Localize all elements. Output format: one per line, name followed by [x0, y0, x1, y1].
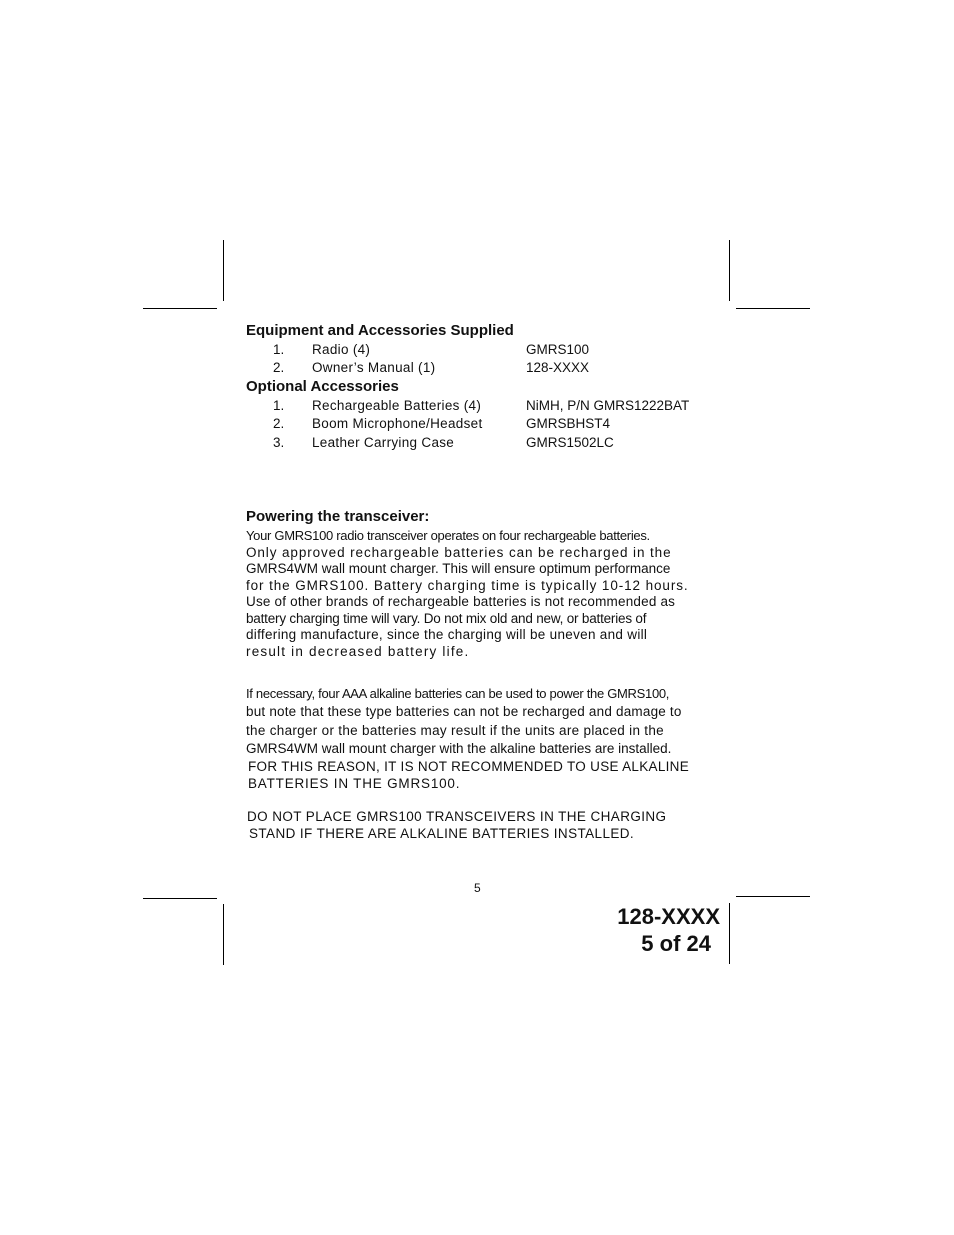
- text-line: Your GMRS100 radio transceiver operates on four rechargeable batteries.: [246, 528, 650, 543]
- crop-mark: [729, 903, 730, 964]
- text-line: battery charging time will vary. Do not mix old and new, or batteries of: [246, 610, 647, 626]
- document-id: 128-XXXX: [617, 904, 720, 929]
- item-code: GMRS100: [526, 342, 590, 357]
- item-number: 3.: [273, 435, 285, 450]
- page-number: 5: [474, 881, 481, 895]
- item-code: 128-XXXX: [526, 360, 590, 375]
- crop-mark: [736, 896, 810, 897]
- text-line: If necessary, four AAA alkaline batteries can be used to power the GMRS100,: [246, 686, 670, 701]
- item-name: Boom Microphone/Headset: [312, 416, 483, 431]
- item-code: NiMH, P/N GMRS1222BAT: [526, 398, 690, 413]
- crop-mark: [729, 240, 730, 301]
- crop-mark: [736, 308, 810, 309]
- supplied-heading: Equipment and Accessories Supplied: [246, 322, 514, 339]
- text-line: FOR THIS REASON, IT IS NOT RECOMMENDED TO USE ALKALINE: [248, 759, 690, 774]
- item-name: Owner’s Manual (1): [312, 360, 436, 375]
- text-line: BATTERIES IN THE GMRS100.: [248, 776, 461, 791]
- text-line: the charger or the batteries may result if the units are placed in the: [246, 723, 664, 738]
- item-number: 1.: [273, 342, 285, 357]
- text-line: for the GMRS100. Battery charging time is typically 10-12 hours.: [246, 577, 689, 593]
- item-name: Radio (4): [312, 342, 371, 357]
- crop-mark: [143, 308, 217, 309]
- item-number: 1.: [273, 398, 285, 413]
- item-code: GMRSBHST4: [526, 416, 611, 431]
- item-code: GMRS1502LC: [526, 435, 614, 450]
- crop-mark: [143, 898, 217, 899]
- text-line: GMRS4WM wall mount charger with the alkaline batteries are installed.: [246, 741, 672, 756]
- text-line: result in decreased battery life.: [246, 643, 470, 659]
- page-of-total: 5 of 24: [641, 931, 711, 956]
- crop-mark: [223, 240, 224, 301]
- text-line: DO NOT PLACE GMRS100 TRANSCEIVERS IN THE CHARGING: [247, 809, 667, 824]
- text-line: but note that these type batteries can not be recharged and damage to: [246, 704, 682, 719]
- item-number: 2.: [273, 416, 285, 431]
- text-line: GMRS4WM wall mount charger. This will ensure optimum performance: [246, 561, 671, 576]
- text-line: differing manufacture, since the charging will be uneven and will: [246, 627, 648, 642]
- item-name: Rechargeable Batteries (4): [312, 398, 482, 413]
- item-name: Leather Carrying Case: [312, 435, 455, 450]
- document-id-block: [590, 903, 720, 957]
- warning-paragraph: [247, 809, 666, 842]
- text-line: STAND IF THERE ARE ALKALINE BATTERIES INSTALLED.: [249, 825, 635, 841]
- powering-paragraph: [246, 528, 689, 660]
- text-line: Use of other brands of rechargeable batteries is not recommended as: [246, 594, 676, 609]
- item-number: 2.: [273, 360, 285, 375]
- alkaline-paragraph: [246, 685, 689, 792]
- text-line: Only approved rechargeable batteries can be recharged in the: [246, 544, 672, 560]
- powering-heading: Powering the transceiver:: [246, 508, 430, 525]
- crop-mark: [223, 904, 224, 965]
- optional-heading: Optional Accessories: [246, 378, 399, 395]
